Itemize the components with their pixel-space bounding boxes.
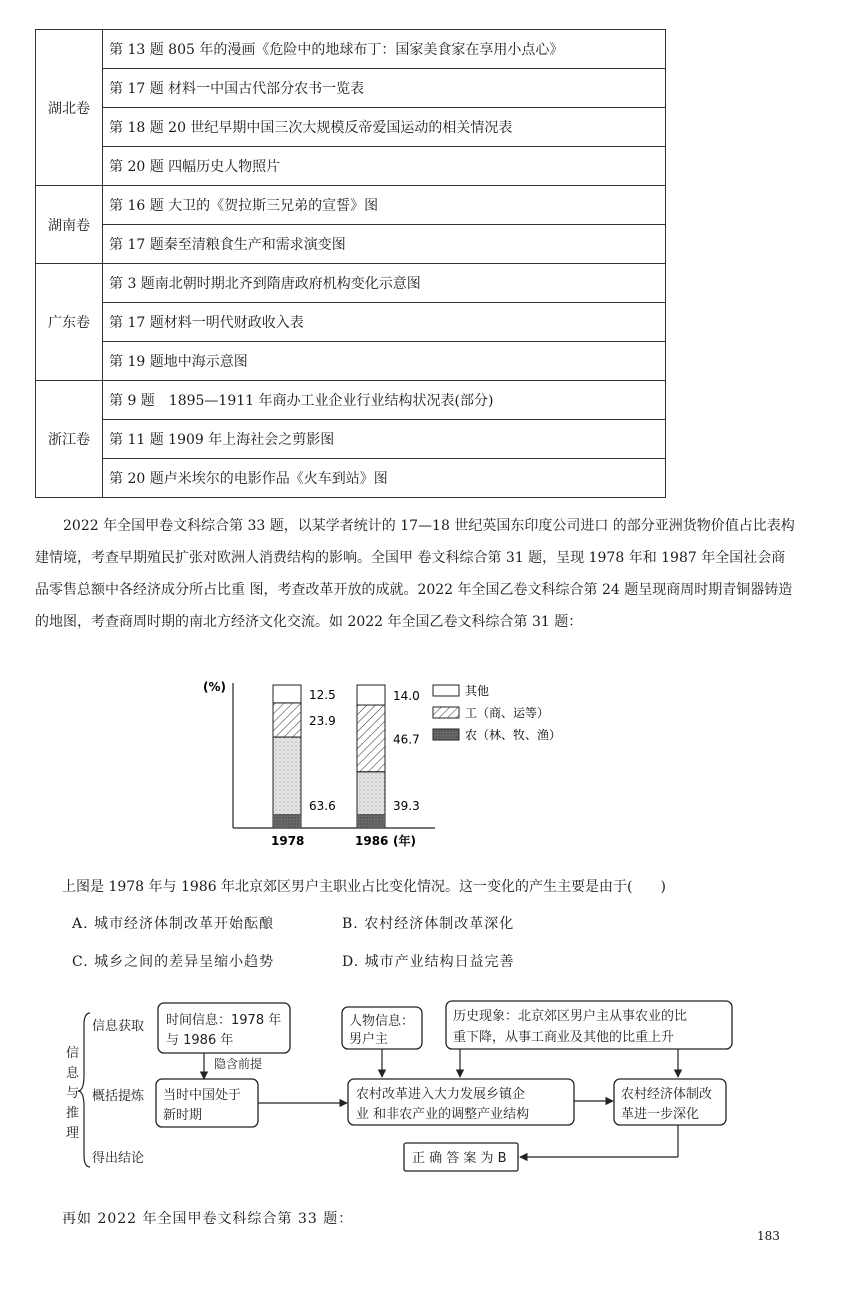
data-label: 14.0: [393, 689, 420, 704]
y-axis-label: (%): [203, 680, 226, 694]
bar-segment: [357, 685, 385, 705]
flow-side-title-1: 信: [66, 1046, 80, 1061]
question-list-table: [35, 29, 666, 498]
data-label: 63.6: [309, 799, 336, 813]
bar-segment: [357, 705, 385, 772]
conclusion-line2: 革进一步深化: [621, 1107, 700, 1122]
table-item: 第 3 题南北朝时期北齐到隋唐政府机构变化示意图: [103, 264, 666, 303]
body-paragraph: 2022 年全国甲卷文科综合第 33 题，以某学者统计的 17—18 世纪英国东印度公司进口 的部分亚洲货物价值占比表构建情境，考查早期殖民扩张对欧洲人消费结构的影响。全国甲 卷文科综合第 31 题，呈现 1978 年和 1987 年全国社会商品零售总额中各经济成分所占比重 图，考查改革开放的成就。2022 年全国乙卷文科综合第 24 题呈现商周时期青铜器铸造的地图，考查商周时期的南北方经济文化交流。如 2022 年全国乙卷文科综合第 31 题：: [35, 518, 795, 630]
reform-line2: 业 和非农产业的调整产业结构: [356, 1107, 530, 1122]
legend-swatch: [433, 685, 459, 696]
table-item: 第 16 题 大卫的《贺拉斯三兄弟的宣誓》图: [103, 186, 666, 225]
data-label: 12.5: [309, 687, 336, 702]
reform-line1: 农村改革进入大力发展乡镇企: [356, 1087, 526, 1102]
flow-side-title-4: 推: [66, 1106, 80, 1121]
table-item: 第 19 题地中海示意图: [103, 342, 666, 381]
question-stem: 上图是 1978 年与 1986 年北京郊区男户主职业占比变化情况。这一变化的产生主要是由于( ): [62, 879, 666, 895]
bar-segment: [273, 685, 301, 703]
conclusion-line1: 农村经济体制改: [621, 1087, 713, 1102]
flow-side-title-2: 息: [66, 1066, 80, 1081]
stage-info-acquire: 信息获取: [92, 1019, 145, 1034]
table-item: 第 17 题 材料一中国古代部分农书一览表: [103, 69, 666, 108]
table-item: 第 11 题 1909 年上海社会之剪影图: [103, 420, 666, 459]
answer-text: 正 确 答 案 为 B: [412, 1151, 507, 1166]
hidden-premise-label: 隐含前提: [214, 1057, 263, 1071]
person-info-line2: 男户主: [349, 1032, 389, 1047]
table-item: 第 9 题 1895—1911 年商办工业企业行业结构状况表(部分): [103, 381, 666, 420]
legend-label: 工（商、运等）: [465, 706, 550, 720]
time-info-line2: 与 1986 年: [166, 1033, 234, 1048]
flow-side-title-5: 理: [66, 1126, 80, 1141]
table-item: 第 20 题 四幅历史人物照片: [103, 147, 666, 186]
era-line2: 新时期: [163, 1108, 203, 1123]
bar-segment-shade: [357, 814, 385, 828]
x-axis-unit: (年): [393, 834, 416, 848]
x-tick-label: 1978: [271, 834, 305, 848]
option-d: D. 城市产业结构日益完善: [342, 954, 515, 970]
stacked-bar-chart: [195, 673, 595, 858]
reasoning-flow-diagram: [62, 995, 752, 1180]
legend-label: 其他: [465, 684, 490, 698]
data-label: 23.9: [309, 713, 336, 728]
legend-swatch: [433, 707, 459, 718]
province-cell: 广东卷: [36, 264, 103, 381]
province-cell: 浙江卷: [36, 381, 103, 498]
phenomenon-line1: 历史现象：北京郊区男户主从事农业的比: [453, 1009, 688, 1024]
bar-segment-shade: [273, 814, 301, 828]
option-a: A. 城市经济体制改革开始酝酿: [72, 916, 275, 932]
closing-line: 再如 2022 年全国甲卷文科综合第 33 题：: [62, 1211, 354, 1227]
legend-swatch: [433, 729, 459, 740]
stage-conclusion: 得出结论: [92, 1151, 145, 1166]
option-b: B. 农村经济体制改革深化: [342, 916, 515, 932]
person-info-line1: 人物信息：: [349, 1014, 415, 1029]
time-info-line1: 时间信息：1978 年: [166, 1013, 282, 1028]
legend-label: 农（林、牧、渔）: [465, 728, 562, 742]
data-label: 39.3: [393, 799, 420, 813]
table-item: 第 18 题 20 世纪早期中国三次大规模反帝爱国运动的相关情况表: [103, 108, 666, 147]
table-item: 第 17 题材料一明代财政收入表: [103, 303, 666, 342]
era-line1: 当时中国处于: [163, 1088, 242, 1103]
phenomenon-line2: 重下降，从事工商业及其他的比重上升: [453, 1030, 675, 1045]
province-cell: 湖南卷: [36, 186, 103, 264]
flow-side-title-3: 与: [66, 1086, 80, 1101]
table-item: 第 13 题 805 年的漫画《危险中的地球布丁：国家美食家在享用小点心》: [103, 30, 666, 69]
stage-summarize: 概括提炼: [92, 1089, 145, 1104]
table-item: 第 20 题卢米埃尔的电影作品《火车到站》图: [103, 459, 666, 498]
page-number: 183: [757, 1229, 780, 1243]
data-label: 46.7: [393, 732, 420, 747]
x-tick-label: 1986: [355, 834, 389, 848]
table-item: 第 17 题秦至清粮食生产和需求演变图: [103, 225, 666, 264]
option-c: C. 城乡之间的差异呈缩小趋势: [72, 954, 275, 970]
province-cell: 湖北卷: [36, 30, 103, 186]
bar-segment: [273, 703, 301, 737]
